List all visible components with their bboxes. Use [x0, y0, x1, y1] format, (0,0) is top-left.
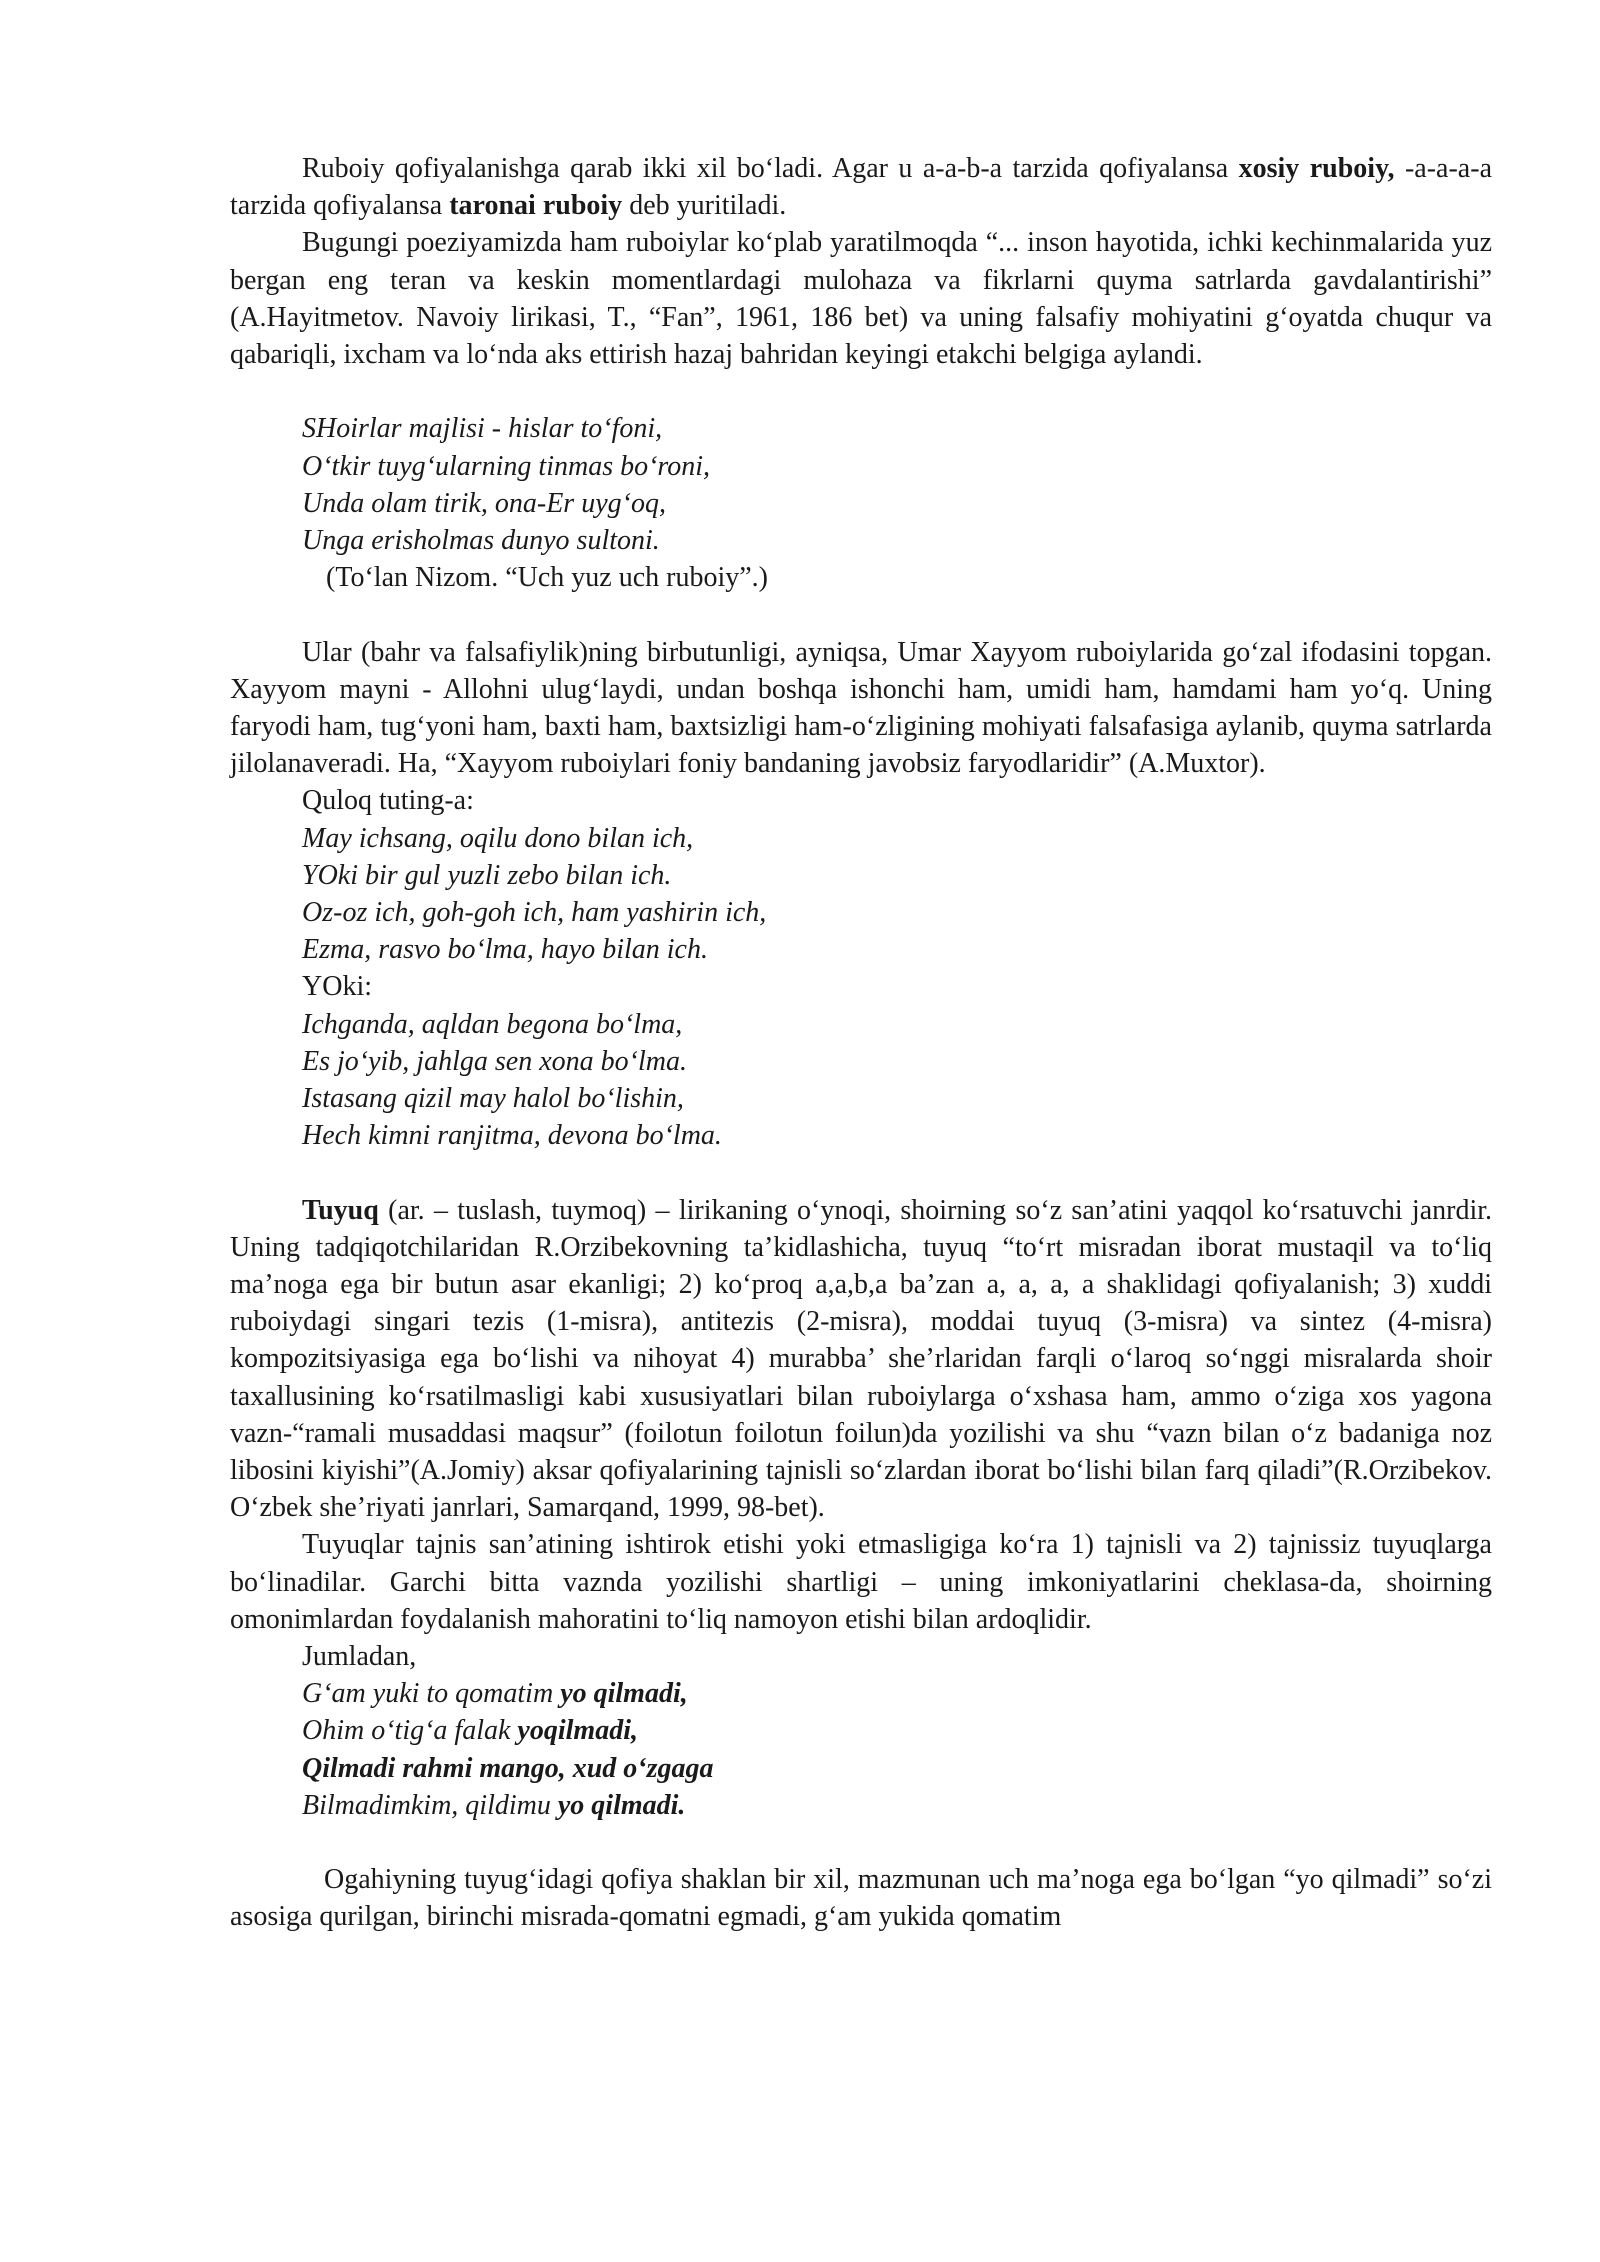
- poem-line: Unda olam tirik, ona-Er uyg‘oq,: [302, 487, 666, 519]
- poem-line: [230, 1675, 1492, 1712]
- intro-line: Jumladan,: [302, 1641, 417, 1673]
- text-run: -a-a-a-a tarzida qofiyalansa: [230, 153, 1492, 222]
- poem-line: Ezma, rasvo bo‘lma, hayo bilan ich.: [302, 934, 708, 966]
- poem-line: Oz-oz ich, goh-goh ich, ham yashirin ich,: [302, 897, 767, 929]
- term-tuyuq: Tuyuq: [302, 1194, 379, 1226]
- spacer: [230, 1824, 1492, 1861]
- poem-line: [230, 1712, 1492, 1749]
- poem-xayyom-2: [230, 1006, 1492, 1155]
- poem-line: Unga erisholmas dunyo sultoni.: [302, 525, 660, 557]
- intro-line: Quloq tuting-a:: [302, 785, 474, 817]
- rhyme-word: yo qilmadi,: [560, 1678, 688, 1710]
- text-run: (ar. – tuslash, tuymoq) – lirikaning o‘ynoqi, shoirning so‘z san’atini yaqqol ko‘rsatuvchi janrdir. Uning tadqiqotchilaridan R.Orzibekovning ta’kidlashicha, tuyuq “to‘rt misradan iborat mustaqil va to‘liq ma’noga ega bir butun asar ekanligi; 2) ko‘proq a,a,b,a ba’zan a, a, a, a shaklidagi qofiyalanish; 3) xuddi ruboiydagi singari tezis (1-misra), antitezis (2-misra), moddai tuyuq (3-misra) va sintez (4-misra) kompozitsiyasiga ega bo‘lishi va nihoyat 4) murabba’ she’rlaridan farqli o‘laroq so‘nggi misralarda shoir taxallusining ko‘rsatilmasligi kabi xususiyatlari bilan ruboiylarga o‘xshasa ham, ammo o‘ziga xos yagona vazn-“ramali musaddasi maqsur” (foilotun foilotun foilun)da yozilishi va shu “vazn bilan o‘z badaniga noz libosini kiyishi”(A.Jomiy) aksar qofiyalarining tajnisli so‘zlardan iborat bo‘lishi bilan farq qiladi”(R.Orzibekov. O‘zbek she’riyati janrlari, Samarqand, 1999, 98-bet).: [230, 1194, 1492, 1524]
- term-xosiy-ruboiy: xosiy ruboiy,: [1238, 153, 1395, 184]
- text-run: Ohim o‘tig‘a falak: [302, 1715, 518, 1747]
- poem-tolan-nizom: [230, 410, 1492, 596]
- rhyme-line: Qilmadi rahmi mango, xud o‘zgaga: [302, 1752, 714, 1784]
- paragraph-modern-ruboiy: Bugungi poeziyamizda ham ruboiylar ko‘plab yaratilmoqda “... inson hayotida, ichki kechinmalarida yuz bergan eng teran va keskin momentlardagi mulohaza va fikrlarni quyma satrlarda gavdalantirishi” (A.Hayitmetov. Navoiy lirikasi, T., “Fan”, 1961, 186 bet) va uning falsafiy mohiyatini g‘oyatda chuqur va qabariqli, ixcham va lo‘nda aks ettirish hazaj bahridan keyingi etakchi belgiga aylandi.: [230, 227, 1492, 371]
- rhyme-word: yoqilmadi,: [517, 1715, 638, 1747]
- poem-line: Ichganda, aqldan begona bo‘lma,: [302, 1008, 683, 1040]
- poem-line: Istasang qizil may halol bo‘lishin,: [302, 1083, 684, 1115]
- spacer: [230, 1154, 1492, 1191]
- paragraph-xayyom: Ular (bahr va falsafiylik)ning birbutunligi, ayniqsa, Umar Xayyom ruboiylarida go‘zal ifodasini topgan. Xayyom mayni - Allohni ulug‘laydi, undan boshqa ishonchi ham, umidi ham, hamdami ham yo‘q. Uning faryodi ham, tug‘yoni ham, baxti ham, baxtsizligi ham-o‘zligining mohiyati falsafasiga aylanib, quyma satrlarda jilolanaveradi. Ha, “Xayyom ruboiylari foniy bandaning javobsiz faryodlaridir” (A.Muxtor).: [230, 636, 1492, 780]
- document-page: [230, 150, 1492, 1936]
- spacer: [230, 373, 1492, 410]
- paragraph-tajnis: Tuyuqlar tajnis san’atining ishtirok etishi yoki etmasligiga ko‘ra 1) tajnisli va 2) tajnissiz tuyuqlarga bo‘linadilar. Garchi bitta vaznda yozilishi shartligi – uning imkoniyatlarini cheklasa-da, shoirning omonimlardan foydalanish mahoratini to‘liq namoyon etishi bilan ardoqlidir.: [230, 1529, 1492, 1635]
- poem-xayyom-1: [230, 820, 1492, 969]
- paragraph-ogahiy: Ogahiyning tuyug‘idagi qofiya shaklan bir xil, mazmunan uch ma’noga ega bo‘lgan “yo qilmadi” so‘zi asosiga qurilgan, birinchi misrada-qomatni egmadi, g‘am yukida qomatim: [230, 1864, 1492, 1933]
- intro-line: YOki:: [302, 971, 372, 1003]
- poem-tuyuq-example: [230, 1675, 1492, 1824]
- paragraph-tuyuq: [230, 1192, 1492, 1527]
- poem-line: [230, 1750, 1492, 1787]
- term-taronai-ruboiy: taronai ruboiy: [449, 190, 623, 222]
- poem-line: SHoirlar majlisi - hislar to‘foni,: [302, 413, 663, 445]
- poem-line: Es jo‘yib, jahlga sen xona bo‘lma.: [302, 1045, 687, 1077]
- text-run: G‘am yuki to qomatim: [302, 1678, 561, 1710]
- poem-line: May ichsang, oqilu dono bilan ich,: [302, 822, 694, 854]
- poem-line: O‘tkir tuyg‘ularning tinmas bo‘roni,: [302, 450, 711, 482]
- poem-source: (To‘lan Nizom. “Uch yuz uch ruboiy”.): [326, 562, 768, 594]
- text-run: Bilmadimkim, qildimu: [302, 1789, 558, 1821]
- poem-line: YOki bir gul yuzli zebo bilan ich.: [302, 859, 672, 891]
- rhyme-word: yo qilmadi.: [557, 1789, 686, 1821]
- paragraph-ruboiy-rhyme: [230, 150, 1492, 224]
- spacer: [230, 596, 1492, 633]
- poem-line: Hech kimni ranjitma, devona bo‘lma.: [302, 1120, 722, 1152]
- text-run: Ruboiy qofiyalanishga qarab ikki xil bo‘ladi. Agar u a-a-b-a tarzida qofiyalansa: [302, 153, 1239, 184]
- text-run: deb yuritiladi.: [622, 190, 787, 222]
- poem-line: [230, 1787, 1492, 1824]
